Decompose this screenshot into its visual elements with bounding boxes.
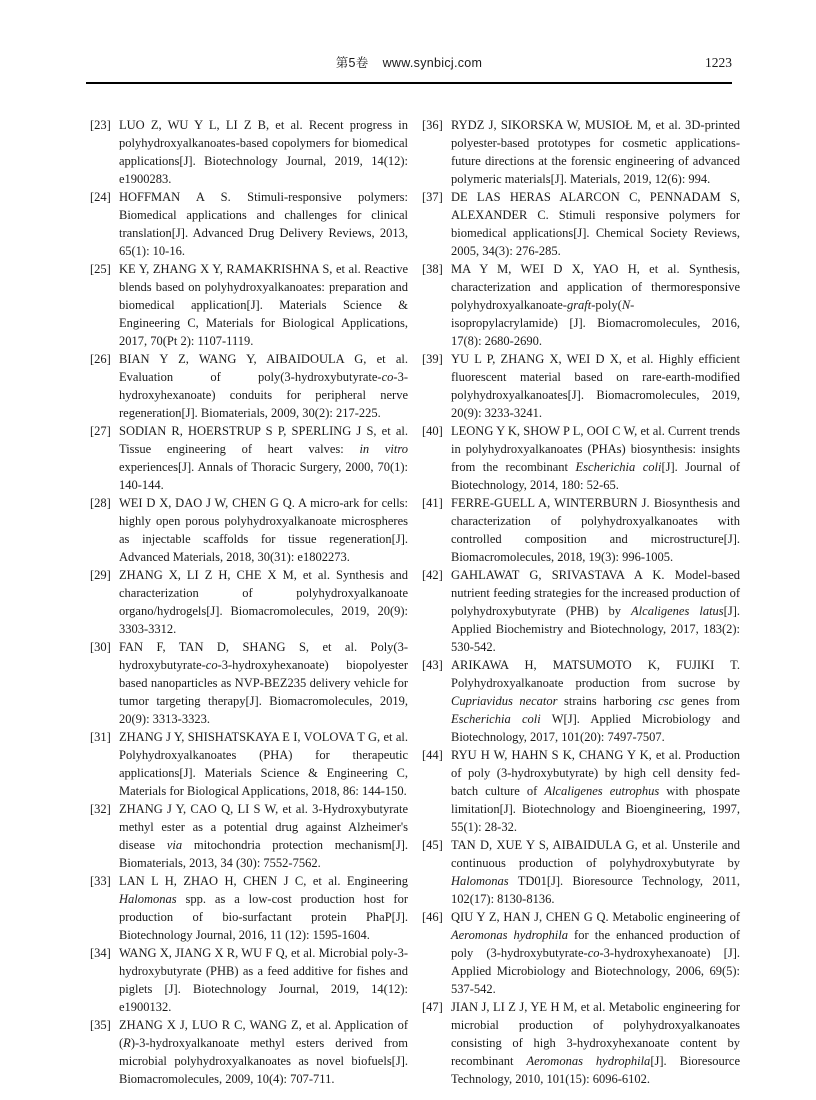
references-right-column bbox=[422, 116, 740, 1088]
reference-text: ZHANG X J, LUO R C, WANG Z, et al. Application of (R)-3-hydroxyalkanoate methyl esters derived from microbial polyhydroxyalkanoates as novel biofuels[J]. Biomacromolecules, 2009, 10(4): 707-711. bbox=[119, 1018, 408, 1086]
reference-number: [30] bbox=[90, 640, 111, 654]
reference-item bbox=[90, 566, 408, 638]
reference-item bbox=[90, 1016, 408, 1088]
reference-item bbox=[422, 422, 740, 494]
reference-item bbox=[90, 728, 408, 800]
reference-item bbox=[422, 908, 740, 998]
page-number: 1223 bbox=[705, 55, 732, 70]
reference-item bbox=[90, 116, 408, 188]
reference-text: RYU H W, HAHN S K, CHANG Y K, et al. Production of poly (3-hydroxybutyrate) by high cell density fed-batch culture of Alcaligenes eutrophus with phospate limitation[J]. Biotechnology and Bioengineering, 1997, 55(1): 28-32. bbox=[451, 748, 740, 834]
reference-item bbox=[422, 746, 740, 836]
reference-number: [29] bbox=[90, 568, 111, 582]
reference-number: [23] bbox=[90, 118, 111, 132]
journal-info bbox=[86, 53, 732, 73]
page-header bbox=[86, 53, 732, 73]
reference-number: [37] bbox=[422, 190, 443, 204]
reference-number: [27] bbox=[90, 424, 111, 438]
reference-text: LEONG Y K, SHOW P L, OOI C W, et al. Current trends in polyhydroxyalkanoates (PHAs) biosynthesis: insights from the recombinant Escherichia coli[J]. Journal of Biotechnology, 2014, 180: 52-65. bbox=[451, 424, 740, 492]
reference-number: [34] bbox=[90, 946, 111, 960]
reference-text: TAN D, XUE Y S, AIBAIDULA G, et al. Unsterile and continuous production of polyhydroxybutyrate by Halomonas TD01[J]. Bioresource Technology, 2011, 102(17): 8130-8136. bbox=[451, 838, 740, 906]
reference-text: BIAN Y Z, WANG Y, AIBAIDOULA G, et al. Evaluation of poly(3-hydroxybutyrate-co-3-hydroxyhexanoate) conduits for peripheral nerve regeneration[J]. Biomaterials, 2009, 30(2): 217-225. bbox=[119, 352, 408, 420]
reference-item bbox=[422, 836, 740, 908]
reference-number: [39] bbox=[422, 352, 443, 366]
reference-item bbox=[90, 260, 408, 350]
reference-number: [42] bbox=[422, 568, 443, 582]
reference-text: RYDZ J, SIKORSKA W, MUSIOŁ M, et al. 3D-printed polyester-based prototypes for cosmetic applications-future directions at the forensic engineering of advanced polymeric materials[J]. Materials, 2019, 12(6): 994. bbox=[451, 118, 740, 186]
reference-number: [32] bbox=[90, 802, 111, 816]
reference-item bbox=[422, 116, 740, 188]
reference-text: ZHANG J Y, SHISHATSKAYA E I, VOLOVA T G, et al. Polyhydroxyalkanoates (PHA) for therapeutic applications[J]. Materials Science & Engineering C, Materials for Biological Applications, 2018, 86: 144-150. bbox=[119, 730, 408, 798]
reference-item bbox=[422, 260, 740, 350]
reference-item bbox=[422, 494, 740, 566]
reference-text: ZHANG X, LI Z H, CHE X M, et al. Synthesis and characterization of polyhydroxyalkanoate organo/hydrogels[J]. Biomacromolecules, 2019, 20(9): 3303-3312. bbox=[119, 568, 408, 636]
reference-number: [36] bbox=[422, 118, 443, 132]
reference-text: WEI D X, DAO J W, CHEN G Q. A micro-ark for cells: highly open porous polyhydroxyalkanoate microspheres as injectable scaffolds for tissue regeneration[J]. Advanced Materials, 2018, 30(31): e1802273. bbox=[119, 496, 408, 564]
reference-number: [46] bbox=[422, 910, 443, 924]
reference-item bbox=[422, 656, 740, 746]
reference-number: [24] bbox=[90, 190, 111, 204]
reference-number: [26] bbox=[90, 352, 111, 366]
reference-item bbox=[422, 350, 740, 422]
reference-item bbox=[422, 188, 740, 260]
reference-text: HOFFMAN A S. Stimuli-responsive polymers: Biomedical applications and challenges for clinical translation[J]. Advanced Drug Delivery Reviews, 2013, 65(1): 10-16. bbox=[119, 190, 408, 258]
reference-text: JIAN J, LI Z J, YE H M, et al. Metabolic engineering for microbial production of polyhydroxyalkanoates consisting of high 3-hydroxyhexanoate content by recombinant Aeromonas hydrophila[J]. Bioresource Technology, 2010, 101(15): 6096-6102. bbox=[451, 1000, 740, 1086]
reference-text: ARIKAWA H, MATSUMOTO K, FUJIKI T. Polyhydroxyalkanoate production from sucrose by Cupriavidus necator strains harboring csc genes from Escherichia coli W[J]. Applied Microbiology and Biotechnology, 2017, 101(20): 7497-7507. bbox=[451, 658, 741, 744]
reference-item bbox=[90, 188, 408, 260]
reference-number: [45] bbox=[422, 838, 443, 852]
reference-number: [38] bbox=[422, 262, 443, 276]
reference-number: [44] bbox=[422, 748, 443, 762]
reference-item bbox=[422, 998, 740, 1088]
reference-item bbox=[422, 566, 740, 656]
reference-text: LAN L H, ZHAO H, CHEN J C, et al. Engineering Halomonas spp. as a low-cost production host for production of bio-surfactant protein PhaP[J]. Biotechnology Journal, 2016, 11 (12): 1595-1604. bbox=[119, 874, 408, 942]
reference-item bbox=[90, 800, 408, 872]
reference-number: [28] bbox=[90, 496, 111, 510]
reference-number: [47] bbox=[422, 1000, 443, 1014]
header-divider bbox=[86, 82, 732, 84]
reference-item bbox=[90, 944, 408, 1016]
reference-text: MA Y M, WEI D X, YAO H, et al. Synthesis, characterization and application of thermoresponsive polyhydroxyalkanoate-graft-poly(N-isopropylacrylamide) [J]. Biomacromolecules, 2016, 17(8): 2680-2690. bbox=[451, 262, 740, 348]
reference-text: WANG X, JIANG X R, WU F Q, et al. Microbial poly-3-hydroxybutyrate (PHB) as a feed additive for fishes and piglets [J]. Biotechnology Journal, 2019, 14(12): e1900132. bbox=[119, 946, 408, 1014]
reference-number: [33] bbox=[90, 874, 111, 888]
reference-text: KE Y, ZHANG X Y, RAMAKRISHNA S, et al. Reactive blends based on polyhydroxyalkanoates: preparation and biomedical application[J]. Materials Science & Engineering C, Materials for Biological Applications, 2017, 70(Pt 2): 1107-1119. bbox=[119, 262, 408, 348]
reference-item bbox=[90, 422, 408, 494]
reference-text: DE LAS HERAS ALARCON C, PENNADAM S, ALEXANDER C. Stimuli responsive polymers for biomedical applications[J]. Chemical Society Reviews, 2005, 34(3): 276-285. bbox=[451, 190, 740, 258]
journal-website: www.synbicj.com bbox=[382, 56, 483, 70]
reference-number: [35] bbox=[90, 1018, 111, 1032]
reference-number: [25] bbox=[90, 262, 111, 276]
reference-text: FAN F, TAN D, SHANG S, et al. Poly(3-hydroxybutyrate-co-3-hydroxyhexanoate) biopolyester based nanoparticles as NVP-BEZ235 delivery vehicle for tumor targeting therapy[J]. Biomacromolecules, 2019, 20(9): 3313-3323. bbox=[119, 640, 408, 726]
reference-text: YU L P, ZHANG X, WEI D X, et al. Highly efficient fluorescent material based on rare-earth-modified polyhydroxyalkanoates[J]. Biomacromolecules, 2019, 20(9): 3233-3241. bbox=[451, 352, 740, 420]
reference-text: GAHLAWAT G, SRIVASTAVA A K. Model-based nutrient feeding strategies for the increased production of polyhydroxybutyrate (PHB) by Alcaligenes latus[J]. Applied Biochemistry and Biotechnology, 2017, 183(2): 530-542. bbox=[451, 568, 740, 654]
reference-number: [41] bbox=[422, 496, 443, 510]
reference-item bbox=[90, 872, 408, 944]
reference-number: [43] bbox=[422, 658, 443, 672]
volume-label: 第5卷 bbox=[335, 56, 369, 70]
reference-item bbox=[90, 494, 408, 566]
reference-number: [40] bbox=[422, 424, 443, 438]
reference-text: FERRE-GUELL A, WINTERBURN J. Biosynthesis and characterization of polyhydroxyalkanoates with controlled composition and microstructure[J]. Biomacromolecules, 2018, 19(3): 996-1005. bbox=[451, 496, 740, 564]
reference-text: LUO Z, WU Y L, LI Z B, et al. Recent progress in polyhydroxyalkanoates-based copolymers for biomedical applications[J]. Biotechnology Journal, 2019, 14(12): e1900283. bbox=[119, 118, 408, 186]
reference-text: QIU Y Z, HAN J, CHEN G Q. Metabolic engineering of Aeromonas hydrophila for the enhanced production of poly (3-hydroxybutyrate-co-3-hydroxyhexanoate) [J]. Applied Microbiology and Biotechnology, 2006, 69(5): 537-542. bbox=[451, 910, 741, 996]
reference-text: ZHANG J Y, CAO Q, LI S W, et al. 3-Hydroxybutyrate methyl ester as a potential drug against Alzheimer's disease via mitochondria protection mechanism[J]. Biomaterials, 2013, 34 (30): 7552-7562. bbox=[119, 802, 408, 870]
reference-item bbox=[90, 638, 408, 728]
reference-item bbox=[90, 350, 408, 422]
reference-text: SODIAN R, HOERSTRUP S P, SPERLING J S, et al. Tissue engineering of heart valves: in vitro experiences[J]. Annals of Thoracic Surgery, 2000, 70(1): 140-144. bbox=[119, 424, 408, 492]
references-left-column bbox=[90, 116, 408, 1088]
reference-number: [31] bbox=[90, 730, 111, 744]
references-section bbox=[90, 116, 740, 1088]
